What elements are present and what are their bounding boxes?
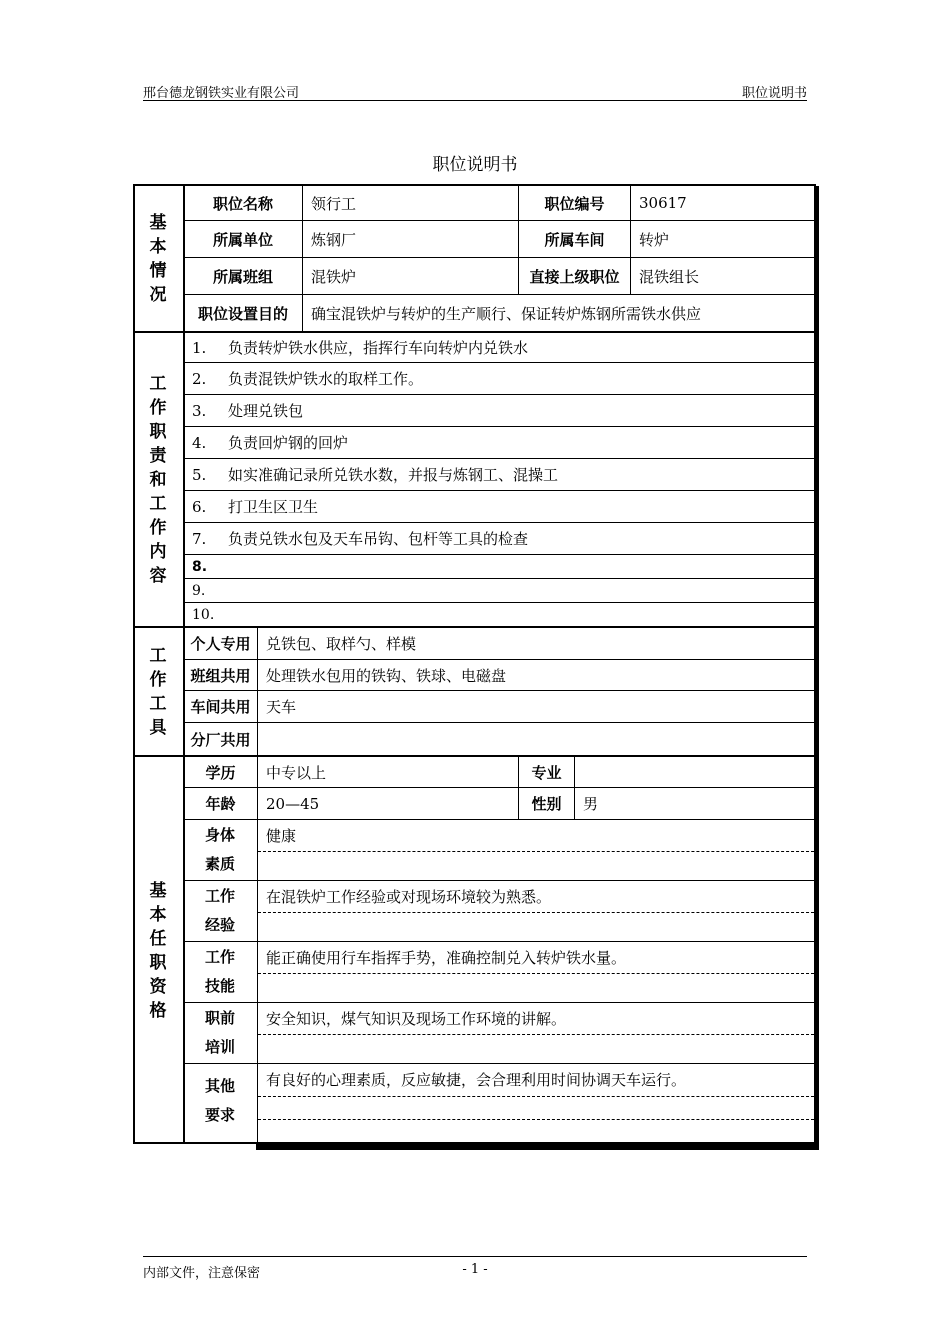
header-doc-type: 职位说明书 [741,86,807,101]
duty-item: 7. 负责兑铁水包及天车吊钩、包杆等工具的检查 [192,529,529,548]
tool-value-plant [258,723,815,755]
age-label: 年龄 [205,795,236,813]
health-label: 身体素质 [204,826,235,873]
section-tools: 工作工具 [149,645,167,738]
superior-value: 混铁组长 [639,267,700,286]
health-value: 健康 [266,826,297,845]
experience-label: 工作经验 [204,887,235,934]
gender-value: 男 [583,795,599,813]
tool-label-team: 班组共用 [190,666,251,685]
major-value [575,757,815,787]
duty-item: 5. 如实准确记录所兑铁水数，并报与炼钢工、混操工 [192,465,559,484]
training-value: 安全知识，煤气知识及现场工作环境的讲解。 [266,1009,567,1028]
footer-rule [143,1256,807,1257]
document-title: 职位说明书 [432,155,518,175]
duty-item: 2. 负责混铁炉铁水的取样工作。 [192,369,424,388]
skills-value: 能正确使用行车指挥手势，准确控制兑入转炉铁水量。 [266,948,627,967]
experience-value: 在混铁炉工作经验或对现场环境较为熟悉。 [266,887,552,906]
team-value: 混铁炉 [311,267,357,286]
section-duties: 工作职责和工作内容 [149,373,167,586]
table-shadow-right [816,186,819,1150]
tool-value-team: 处理铁水包用的铁钩、铁球、电磁盘 [266,666,507,685]
tool-value-personal: 兑铁包、取样勺、样模 [266,635,417,653]
tool-label-personal: 个人专用 [190,635,251,653]
footer-confidential: 内部文件，注意保密 [143,1266,261,1281]
education-label: 学历 [205,763,236,782]
workshop-value: 转炉 [639,230,670,249]
age-value: 20—45 [266,794,320,813]
page-number: - 1 - [462,1262,488,1277]
education-value: 中专以上 [266,763,327,782]
unit-label: 所属单位 [212,230,273,249]
table-shadow-bottom [256,1144,819,1150]
skills-label: 工作技能 [204,948,235,995]
duty-item: 1. 负责转炉铁水供应，指挥行车向转炉内兑铁水 [192,338,529,357]
position-name-value: 领行工 [311,194,357,213]
major-label: 专业 [531,763,562,782]
position-code-value: 30617 [639,194,687,212]
team-label: 所属班组 [212,267,273,286]
position-name-label: 职位名称 [212,194,273,213]
other-value: 有良好的心理素质，反应敏捷，会合理利用时间协调天车运行。 [266,1071,687,1089]
duty-item: 10. [192,606,215,623]
company-name: 邢台德龙钢铁实业有限公司 [143,86,300,101]
duty-item: 3. 处理兑铁包 [192,401,304,420]
gender-label: 性别 [531,795,562,813]
tool-label-plant: 分厂共用 [190,730,251,749]
duty-item: 6. 打卫生区卫生 [192,497,319,516]
duty-item: 8. [192,558,208,575]
position-code-label: 职位编号 [544,194,605,213]
tool-value-workshop: 天车 [266,698,297,716]
unit-value: 炼钢厂 [311,230,357,249]
section-qualifications: 基本任职资格 [149,880,167,1021]
tool-label-workshop: 车间共用 [190,698,251,716]
superior-label: 直接上级职位 [529,267,620,286]
duty-item: 4. 负责回炉钢的回炉 [192,433,349,452]
page-header [143,80,807,101]
workshop-label: 所属车间 [544,230,605,249]
purpose-label: 职位设置目的 [197,304,288,323]
training-label: 职前培训 [204,1009,235,1056]
purpose-value: 确宝混铁炉与转炉的生产顺行、保证转炉炼钢所需铁水供应 [311,304,702,323]
other-label: 其他要求 [204,1077,235,1124]
duty-item: 9. [192,582,206,599]
section-basic-info: 基本情况 [149,212,167,305]
